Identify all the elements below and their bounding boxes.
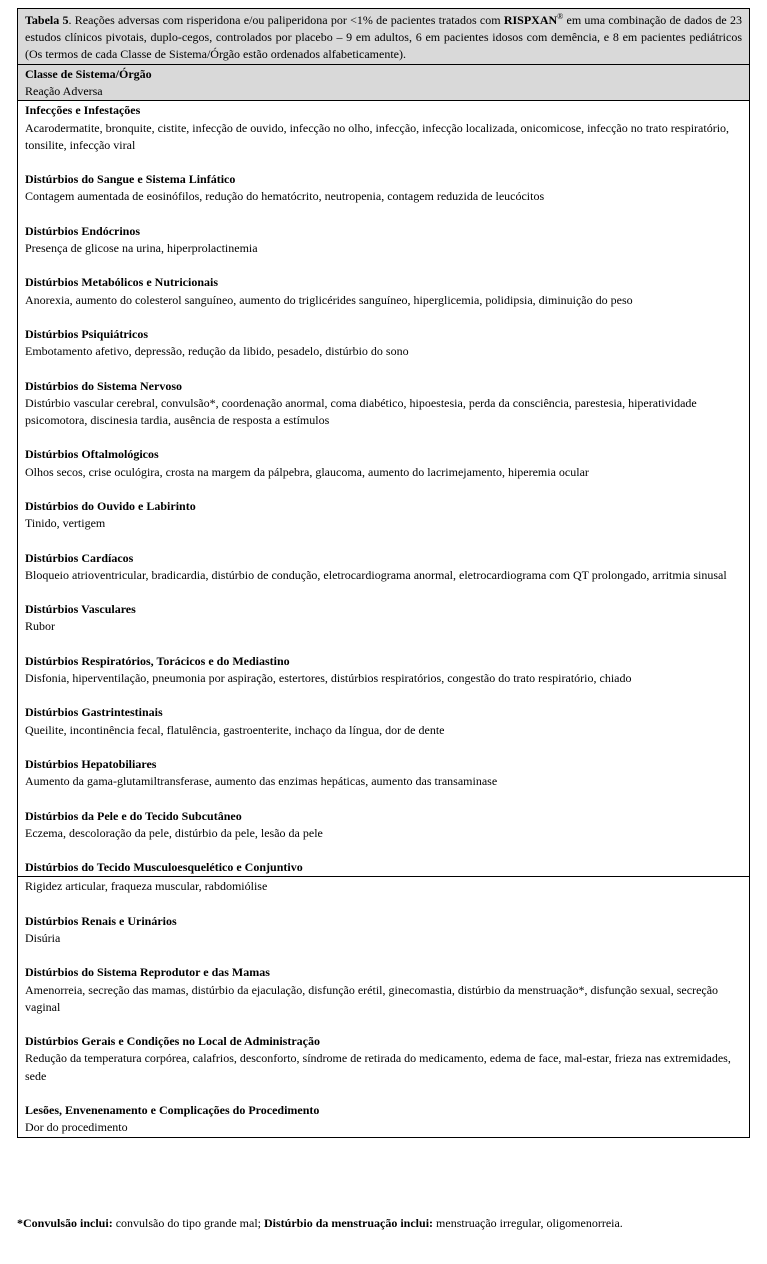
section-text: Eczema, descoloração da pele, distúrbio da pele, lesão da pele [25, 825, 323, 840]
section-title: Lesões, Envenenamento e Complicações do Procedimento [25, 1102, 320, 1117]
footnote-label-convulsao: *Convulsão inclui: [17, 1216, 113, 1230]
section-reprodutor [18, 964, 749, 1016]
table-caption [18, 9, 749, 65]
section-text: Contagem aumentada de eosinófilos, redução do hematócrito, neutropenia, contagem reduzida de leucócitos [25, 189, 545, 204]
section-title: Distúrbios Oftalmológicos [25, 447, 159, 462]
footnote-text-menstruacao: menstruação irregular, oligomenorreia. [433, 1216, 623, 1230]
section-title: Distúrbios Psiquiátricos [25, 326, 149, 341]
section-text: Dor do procedimento [25, 1120, 128, 1135]
section-title: Infecções e Infestações [25, 103, 141, 118]
section-text: Acarodermatite, bronquite, cistite, infecção de ouvido, infecção no olho, infecção, infecção localizada, onicomicose, infecção no trato respiratório, tonsilite, infecção viral [25, 120, 730, 152]
section-title: Distúrbios do Sangue e Sistema Linfático [25, 172, 236, 187]
section-text: Disúria [25, 930, 61, 945]
section-endocrinos [18, 223, 749, 257]
section-title: Distúrbios Endócrinos [25, 223, 141, 238]
caption-registered-mark: ® [557, 12, 564, 21]
section-text: Distúrbio vascular cerebral, convulsão*, coordenação anormal, coma diabético, hipoestesia, perda da consciência, parestesia, hiperatividade psicomotora, discinesia tardia, ausência de resposta a estímulos [25, 395, 697, 427]
header-adverse-reaction: Reação Adversa [25, 83, 103, 98]
section-gerais [18, 1033, 749, 1085]
section-musculoesqueletico-text [18, 878, 749, 895]
footnote-text-convulsao: convulsão do tipo grande mal; [112, 1216, 265, 1230]
section-vasculares [18, 601, 749, 635]
header-system-organ-class: Classe de Sistema/Órgão [25, 67, 152, 82]
section-gastrintestinais [18, 704, 749, 738]
section-title: Distúrbios do Tecido Musculoesquelético e Conjuntivo [25, 860, 303, 875]
section-musculoesqueletico-title [18, 859, 749, 876]
section-title: Distúrbios Gerais e Condições no Local de Administração [25, 1034, 321, 1049]
section-title: Distúrbios do Sistema Reprodutor e das Mamas [25, 965, 270, 980]
section-title: Distúrbios do Sistema Nervoso [25, 378, 183, 393]
section-renais [18, 913, 749, 947]
section-text: Olhos secos, crise oculógira, crosta na margem da pálpebra, glaucoma, aumento do lacrimejamento, hiperemia ocular [25, 464, 589, 479]
section-oftalmologicos [18, 446, 749, 480]
section-infeccoes [18, 102, 749, 154]
table-header [18, 65, 749, 101]
section-ouvido [18, 498, 749, 532]
section-title: Distúrbios Gastrintestinais [25, 705, 163, 720]
section-title: Distúrbios Vasculares [25, 602, 136, 617]
adverse-reactions-table [17, 8, 750, 1138]
section-title: Distúrbios Cardíacos [25, 550, 134, 565]
table-footnote [17, 1212, 750, 1235]
caption-text-after: em uma combinação de dados de 23 estudos clínicos pivotais, duplo-cegos, controlados por placebo – 9 em adultos, 6 em pacientes idosos com demência, e 8 em pacientes pediátricos (Os termos de cada Classe de Sistema/Órgão estão ordenados alfabeticamente). [25, 13, 742, 61]
section-text: Amenorreia, secreção das mamas, distúrbio da ejaculação, disfunção erétil, ginecomastia, distúrbio da menstruação*, disfunção sexual, secreção vaginal [25, 982, 719, 1014]
section-text: Anorexia, aumento do colesterol sanguíneo, aumento do triglicérides sanguíneo, hiperglicemia, polidipsia, diminuição do peso [25, 292, 633, 307]
section-sangue [18, 171, 749, 205]
section-text: Redução da temperatura corpórea, calafrios, desconforto, síndrome de retirada do medicamento, edema de face, mal-estar, frieza nas extremidades, sede [25, 1051, 731, 1083]
section-lesoes [18, 1102, 749, 1136]
section-title: Distúrbios Renais e Urinários [25, 913, 177, 928]
footnote-label-menstruacao: Distúrbio da menstruação inclui: [264, 1216, 434, 1230]
section-cardiacos [18, 550, 749, 584]
caption-label: Tabela 5 [25, 13, 69, 27]
table-body-part-2 [18, 877, 749, 1137]
section-text: Disfonia, hiperventilação, pneumonia por aspiração, estertores, distúrbios respiratórios, congestão do trato respiratório, chiado [25, 670, 632, 685]
section-text: Queilite, incontinência fecal, flatulência, gastroenterite, inchaço da língua, dor de dente [25, 722, 445, 737]
table-body-part-1 [18, 101, 749, 877]
section-pele [18, 808, 749, 842]
section-title: Distúrbios do Ouvido e Labirinto [25, 498, 196, 513]
section-title: Distúrbios Metabólicos e Nutricionais [25, 275, 218, 290]
section-title: Distúrbios da Pele e do Tecido Subcutâneo [25, 808, 242, 823]
section-sistema-nervoso [18, 378, 749, 430]
section-hepatobiliares [18, 756, 749, 790]
section-text: Presença de glicose na urina, hiperprolactinemia [25, 240, 258, 255]
section-psiquiatricos [18, 326, 749, 360]
section-respiratorios [18, 653, 749, 687]
section-text: Tinido, vertigem [25, 516, 106, 531]
section-text: Embotamento afetivo, depressão, redução da libido, pesadelo, distúrbio do sono [25, 344, 409, 359]
section-text: Rubor [25, 619, 55, 634]
section-text: Bloqueio atrioventricular, bradicardia, distúrbio de condução, eletrocardiograma anormal, eletrocardiograma com QT prolongado, arritmia sinusal [25, 567, 727, 582]
section-title: Distúrbios Respiratórios, Torácicos e do Mediastino [25, 653, 290, 668]
section-title: Distúrbios Hepatobiliares [25, 756, 157, 771]
section-text: Rigidez articular, fraqueza muscular, rabdomiólise [25, 879, 268, 894]
section-text: Aumento da gama-glutamiltransferase, aumento das enzimas hepáticas, aumento das transaminase [25, 774, 498, 789]
caption-text-before: . Reações adversas com risperidona e/ou paliperidona por <1% de pacientes tratados com [68, 13, 504, 27]
caption-brand: RISPXAN [503, 13, 558, 27]
section-metabolicos [18, 274, 749, 308]
